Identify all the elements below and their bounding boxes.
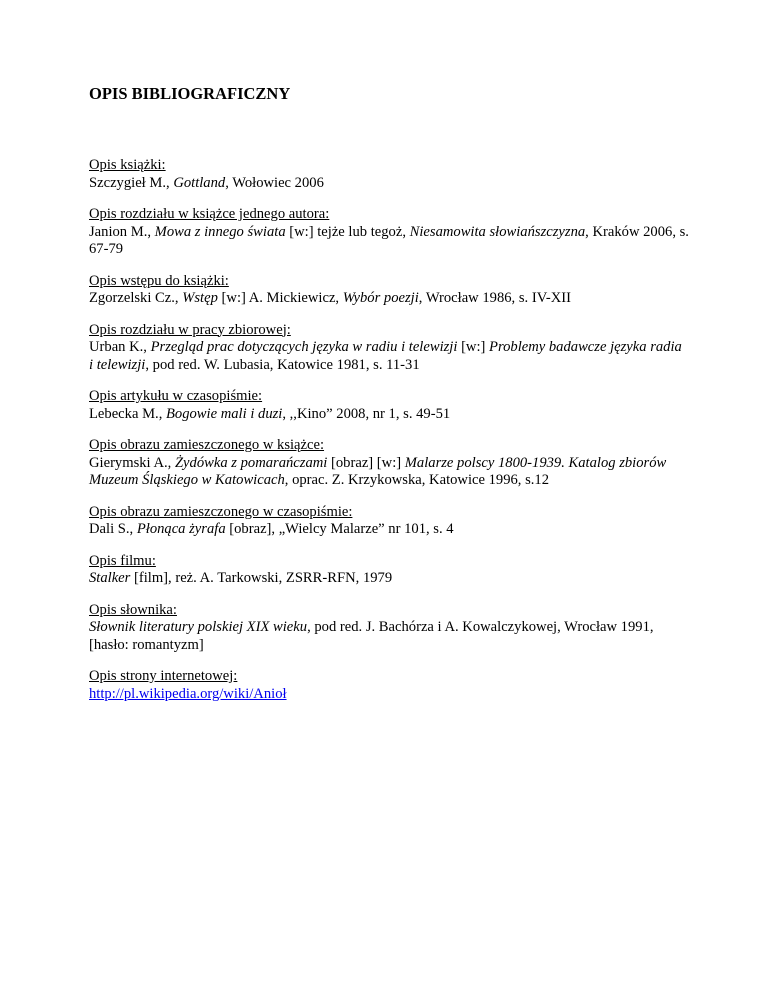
bibliography-entry (89, 504, 689, 539)
bibliography-entry (89, 602, 689, 655)
bibliography-entry (89, 157, 689, 192)
citation-text: Janion M., (89, 223, 155, 240)
entry-citation (89, 224, 689, 259)
italic-title: Malarze polscy 1800-1939. Katalog zbiorów Muzeum Śląskiego w Katowicach (89, 454, 667, 488)
citation-text: , pod red. W. Lubasia, Katowice 1981, s. 11-31 (145, 356, 420, 373)
entry-label: Opis strony internetowej: (89, 668, 238, 684)
entry-label: Opis słownika: (89, 601, 177, 618)
citation-text: Dali S., (89, 521, 137, 537)
entry-citation (89, 619, 689, 654)
citation-text: , Wołowiec 2006 (225, 174, 324, 191)
italic-title: Problemy badawcze języka radia i telewizji (89, 339, 682, 373)
entry-citation (89, 339, 689, 374)
citation-text: Urban K., (89, 339, 151, 355)
entry-label: Opis rozdziału w pracy zbiorowej: (89, 321, 291, 338)
document-title: OPIS BIBLIOGRAFICZNY (89, 84, 291, 103)
citation-text: [w:] tejże lub tegoż, (285, 223, 410, 240)
citation-text: Lebecka M., (89, 405, 166, 422)
entry-citation (89, 570, 689, 588)
bibliography-entry (89, 388, 689, 423)
citation-text: , Wrocław 1986, s. IV-XII (418, 290, 572, 306)
citation-text: [obraz], „Wielcy Malarze” nr 101, s. 4 (225, 521, 454, 537)
entry-label: Opis wstępu do książki: (89, 272, 229, 289)
entry-citation (89, 406, 689, 424)
citation-text: Gierymski A., (89, 454, 175, 471)
entry-citation (89, 290, 689, 308)
citation-text: [w:] (457, 339, 490, 355)
italic-title: Żydówka z pomarańczami (174, 454, 328, 471)
citation-text: [obraz] [w:] (327, 454, 405, 471)
entry-citation (89, 455, 689, 490)
citation-text: , Kraków 2006, s. 67-79 (89, 223, 689, 257)
citation-text: , oprac. Z. Krzykowska, Katowice 1996, s.12 (284, 472, 550, 488)
citation-text: , pod red. J. Bachórza i A. Kowalczykowej, Wrocław 1991, [hasło: romantyzm] (89, 619, 654, 653)
web-link[interactable]: http://pl.wikipedia.org/wiki/Anioł (89, 685, 287, 702)
entry-label: Opis artykułu w czasopiśmie: (89, 388, 263, 404)
italic-title: Niesamowita słowiańszczyzna (409, 223, 586, 240)
italic-title: Wybór poezji (342, 290, 419, 306)
citation-text: Szczygieł M., (89, 174, 174, 191)
entry-label: Opis rozdziału w książce jednego autora: (89, 206, 330, 222)
entry-label: Opis filmu: (89, 552, 156, 569)
citation-text: [film], reż. A. Tarkowski, ZSRR-RFN, 1979 (130, 570, 393, 586)
entry-citation (89, 521, 689, 539)
italic-title: Słownik literatury polskiej XIX wieku (89, 619, 308, 635)
entry-label: Opis obrazu zamieszczonego w książce: (89, 437, 325, 453)
entry-citation (89, 686, 689, 704)
bibliography-entry (89, 553, 689, 588)
italic-title: Płonąca żyrafa (136, 521, 226, 537)
entry-label: Opis obrazu zamieszczonego w czasopiśmie: (89, 503, 353, 520)
entry-citation (89, 175, 689, 193)
italic-title: Gottland (173, 174, 226, 191)
citation-text: , ,,Kino” 2008, nr 1, s. 49-51 (282, 405, 451, 422)
bibliography-entry (89, 322, 689, 375)
italic-title: Przegląd prac dotyczących języka w radiu i telewizji (150, 339, 458, 355)
italic-title: Wstęp (182, 290, 218, 306)
italic-title: Stalker (89, 570, 131, 586)
italic-title: Mowa z innego świata (154, 223, 286, 240)
bibliography-entries (89, 157, 689, 717)
bibliography-entry (89, 437, 689, 490)
bibliography-entry (89, 668, 689, 703)
bibliography-entry (89, 206, 689, 259)
citation-text: [w:] A. Mickiewicz, (217, 290, 343, 306)
italic-title: Bogowie mali i duzi (166, 405, 283, 422)
bibliography-entry (89, 273, 689, 308)
citation-text: Zgorzelski Cz., (89, 290, 183, 306)
entry-label: Opis książki: (89, 157, 166, 173)
